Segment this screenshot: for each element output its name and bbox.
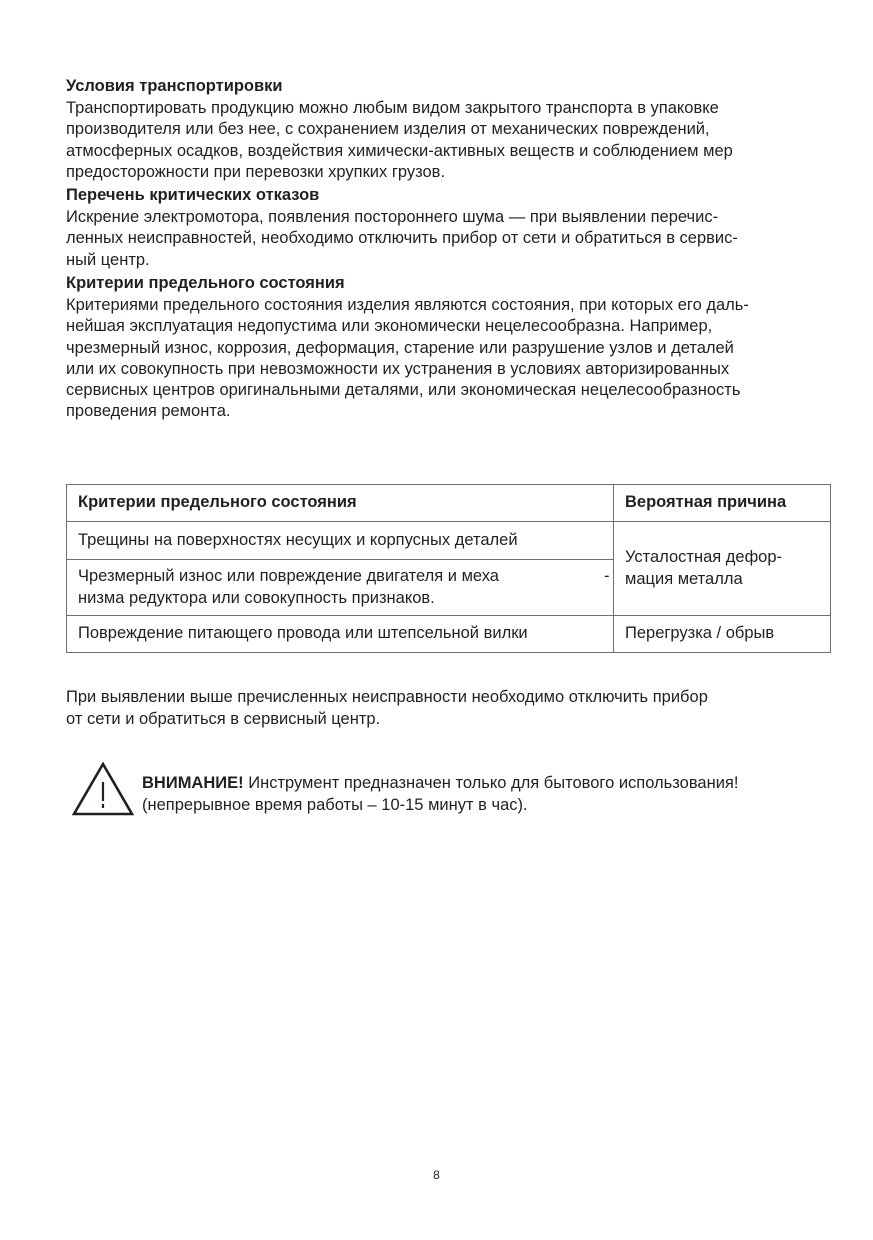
text-line: Транспортировать продукцию можно любым видом закрытого транспорта в упаковке: [66, 99, 719, 117]
table-header-criterion: Критерии предельного состояния: [67, 485, 614, 522]
section-body-failures: [66, 207, 738, 271]
table-row: [67, 522, 831, 560]
table-cell-cause: [614, 616, 831, 653]
warning-message: Инструмент предназначен только для бытового использования!: [243, 774, 739, 792]
section-title-failures: Перечень критических отказов: [66, 186, 320, 204]
criteria-table: [66, 484, 831, 653]
text-line: При выявлении выше пречисленных неисправности необходимо отключить прибор: [66, 688, 708, 706]
cell-text: Повреждение питающего провода или штепсельной вилки: [78, 624, 528, 643]
warning-text: [142, 773, 738, 816]
table-header-row: [67, 485, 831, 522]
section-title-transport: Условия транспортировки: [66, 77, 283, 95]
text-line: сервисных центров оригинальными деталями, или экономическая нецелесообразность: [66, 381, 741, 400]
page-number: 8: [433, 1168, 440, 1182]
table-header-cause: Вероятная причина: [614, 485, 831, 522]
text-line: Критериями предельного состояния изделия являются состояния, при которых его даль-: [66, 296, 749, 314]
section-body-limit-state: [66, 295, 749, 423]
warning-label: ВНИМАНИЕ!: [142, 774, 244, 792]
table-cell-criterion: [67, 560, 614, 616]
text-line: от сети и обратиться в сервисный центр.: [66, 709, 381, 728]
text-line: Искрение электромотора, появления постороннего шума — при выявлении перечис-: [66, 208, 719, 226]
table-row: [67, 616, 831, 653]
cell-text: Усталостная дефор-: [625, 548, 783, 566]
section-title-limit-state: Критерии предельного состояния: [66, 274, 345, 292]
text-line: производителя или без нее, с сохранением изделия от механических повреждений,: [66, 120, 710, 139]
cell-text: мация металла: [625, 569, 743, 588]
text-line: чрезмерный износ, коррозия, деформация, старение или разрушение узлов и деталей: [66, 338, 734, 357]
text-line: ленных неисправностей, необходимо отключить прибор от сети и обратиться в сервис-: [66, 229, 738, 248]
service-note: [66, 687, 708, 730]
warning-line: [142, 773, 738, 795]
text-line: ный центр.: [66, 250, 150, 269]
cell-text-row: [78, 566, 613, 588]
text-line: атмосферных осадков, воздействия химически-активных веществ и соблюдением мер: [66, 141, 733, 160]
cell-text: Трещины на поверхностях несущих и корпусных деталей: [78, 530, 518, 549]
section-body-transport: [66, 98, 733, 183]
cell-text: Чрезмерный износ или повреждение двигателя и меха: [78, 567, 499, 585]
text-line: или их совокупность при невозможности их устранения в условиях авторизированных: [66, 359, 730, 378]
hyphen-mark: -: [604, 567, 610, 585]
cell-text: Перегрузка / обрыв: [625, 624, 775, 643]
text-line: предосторожности при перевозки хрупких грузов.: [66, 162, 446, 181]
warning-triangle-icon: [72, 762, 134, 816]
text-line: нейшая эксплуатация недопустима или экономически нецелесообразна. Например,: [66, 317, 713, 336]
text-line: проведения ремонта.: [66, 402, 231, 421]
table-cell-criterion: [67, 616, 614, 653]
table-cell-cause-merged: [614, 522, 831, 616]
warning-duty-cycle: (непрерывное время работы – 10-15 минут в час).: [142, 795, 528, 814]
cell-text: низма редуктора или совокупность признаков.: [78, 588, 435, 607]
table-cell-criterion: [67, 522, 614, 560]
